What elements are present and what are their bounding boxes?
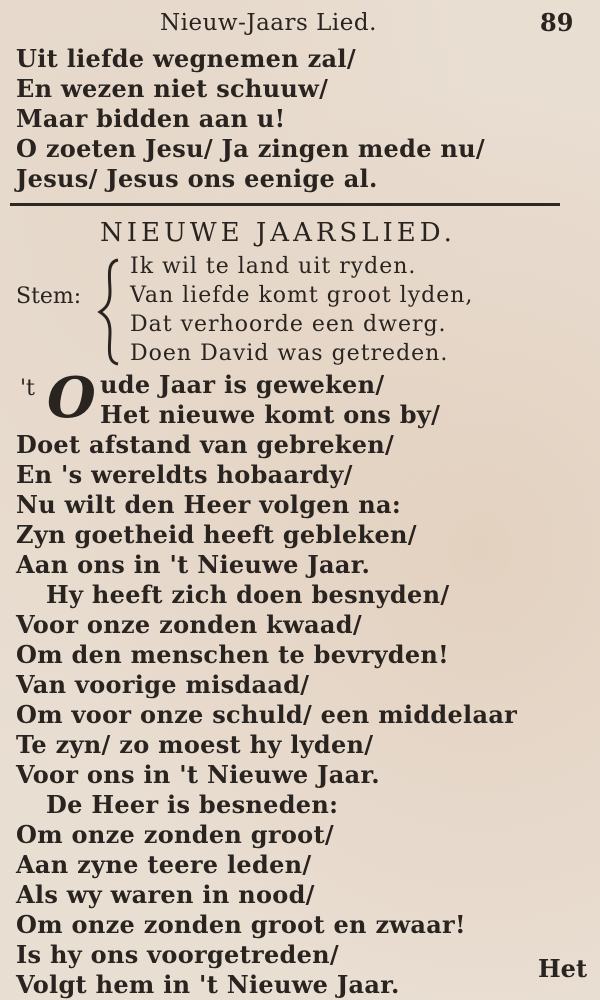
page-number: 89 <box>540 8 574 37</box>
song-verses <box>16 430 586 1000</box>
verse-line: Om voor onze schuld/ een middelaar <box>16 700 518 729</box>
verse-line: Als wy waren in nood/ <box>16 880 315 909</box>
section-divider <box>10 203 560 206</box>
verse-line: Om onze zonden groot en zwaar! <box>16 910 466 939</box>
verse-line: Aan zyne teere leden/ <box>16 850 312 879</box>
verse-line: En wezen niet schuuw/ <box>16 74 329 103</box>
melody-reference <box>130 252 473 368</box>
curly-brace-icon <box>96 258 126 366</box>
verse-line: En 's wereldts hobaardy/ <box>16 460 353 489</box>
melody-line: Doen David was getreden. <box>130 341 449 366</box>
verse-line: Aan ons in 't Nieuwe Jaar. <box>16 550 371 579</box>
opening-lines <box>100 370 440 430</box>
verse-line: Van voorige misdaad/ <box>16 670 310 699</box>
verse-line: Hy heeft zich doen besnyden/ <box>46 580 450 609</box>
verse-line: ude Jaar is geweken/ <box>100 370 385 399</box>
verse-line: Jesus/ Jesus ons eenige al. <box>16 164 378 193</box>
verse-line: Om den menschen te bevryden! <box>16 640 450 669</box>
verse-line: Voor onze zonden kwaad/ <box>16 610 362 639</box>
verse-line: Uit liefde wegnemen zal/ <box>16 44 356 73</box>
melody-line: Ik wil te land uit ryden. <box>130 254 417 279</box>
verse-line: Is hy ons voorgetreden/ <box>16 940 339 969</box>
verse-line: Zyn goetheid heeft gebleken/ <box>16 520 417 549</box>
verse-line: O zoeten Jesu/ Ja zingen mede nu/ <box>16 134 485 163</box>
verse-line: Doet afstand van gebreken/ <box>16 430 395 459</box>
song-title: NIEUWE JAARSLIED. <box>100 218 456 248</box>
melody-line: Van liefde komt groot lyden, <box>130 283 474 308</box>
verse-line: Maar bidden aan u! <box>16 104 286 133</box>
page-header <box>0 6 600 40</box>
melody-line: Dat verhoorde een dwerg. <box>130 312 447 337</box>
stem-label: Stem: <box>16 284 82 309</box>
running-head: Nieuw-Jaars Lied. <box>160 10 377 36</box>
verse-line: De Heer is besneden: <box>46 790 339 819</box>
previous-song-ending <box>16 44 586 194</box>
catchword: Het <box>538 954 588 983</box>
opening-prefix: 't <box>20 376 35 401</box>
verse-line: Om onze zonden groot/ <box>16 820 334 849</box>
decorated-initial: O <box>47 365 96 431</box>
verse-line: Voor ons in 't Nieuwe Jaar. <box>16 760 380 789</box>
verse-line: Te zyn/ zo moest hy lyden/ <box>16 730 374 759</box>
verse-line: Nu wilt den Heer volgen na: <box>16 490 402 519</box>
verse-line: Het nieuwe komt ons by/ <box>100 400 441 429</box>
verse-line: Volgt hem in 't Nieuwe Jaar. <box>16 970 400 999</box>
